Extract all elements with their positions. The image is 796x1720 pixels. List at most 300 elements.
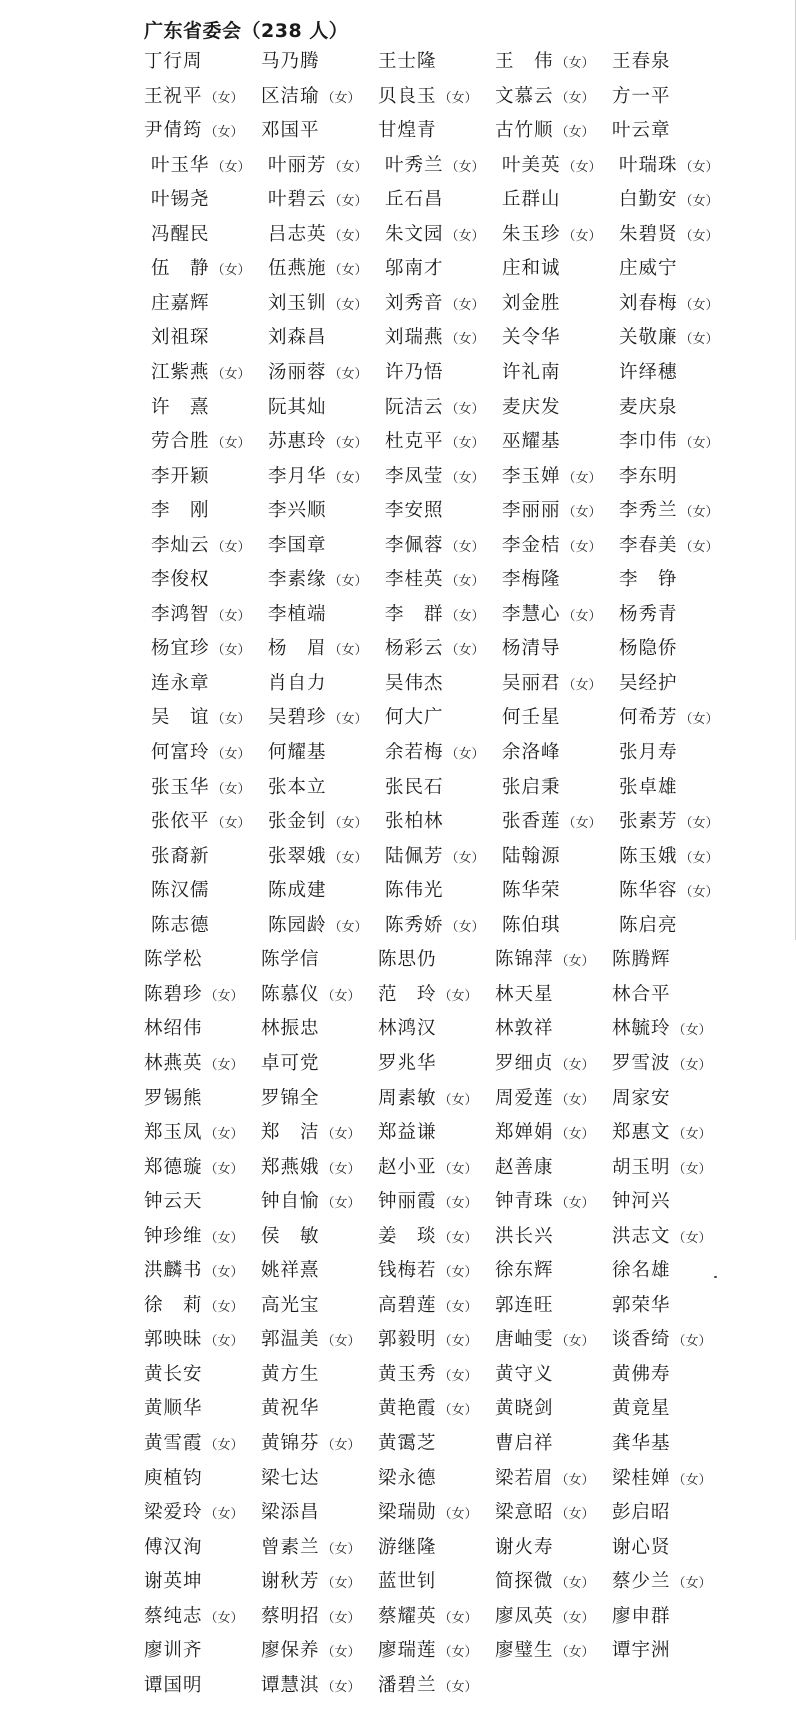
member-name-text: 赵小亚 bbox=[378, 1157, 437, 1178]
member-name-text: 张翠娥 bbox=[268, 846, 327, 867]
female-mark: （女） bbox=[204, 1231, 244, 1246]
female-mark: （女） bbox=[555, 56, 595, 71]
member-name: 冯醒民 bbox=[151, 224, 210, 245]
member-name bbox=[385, 428, 485, 458]
female-mark: （女） bbox=[328, 643, 368, 658]
member-name: 谭国明 bbox=[144, 1675, 203, 1696]
member-name: 罗锦全 bbox=[261, 1088, 320, 1109]
member-name bbox=[144, 1430, 244, 1460]
member-name: 郭荣华 bbox=[612, 1295, 671, 1316]
member-name bbox=[385, 739, 485, 769]
member-name-text: 陈秀娇 bbox=[385, 915, 444, 936]
member-name: 许绎穗 bbox=[619, 362, 678, 383]
member-name: 陈学信 bbox=[261, 949, 320, 970]
member-name bbox=[144, 981, 244, 1011]
member-name-text: 刘春梅 bbox=[619, 293, 678, 314]
member-name: 梁添昌 bbox=[261, 1502, 320, 1523]
member-name-text: 钱梅若 bbox=[378, 1260, 437, 1281]
member-name: 叶锡尧 bbox=[151, 189, 210, 210]
member-name-text: 陆佩芳 bbox=[385, 846, 444, 867]
member-name-text: 李玉婵 bbox=[502, 466, 561, 487]
member-name bbox=[378, 1672, 478, 1702]
female-mark: （女） bbox=[555, 1196, 595, 1211]
female-mark: （女） bbox=[438, 91, 478, 106]
female-mark: （女） bbox=[445, 160, 485, 175]
female-mark: （女） bbox=[328, 816, 368, 831]
member-name-text: 谈香绮 bbox=[612, 1329, 671, 1350]
female-mark: （女） bbox=[204, 989, 244, 1004]
member-name: 卓可党 bbox=[261, 1053, 320, 1074]
member-name-text: 范 玲 bbox=[378, 984, 437, 1005]
female-mark: （女） bbox=[672, 1023, 712, 1038]
member-name-text: 洪麟书 bbox=[144, 1260, 203, 1281]
member-name-text: 谢秋芳 bbox=[261, 1571, 320, 1592]
member-name bbox=[502, 152, 602, 182]
female-mark: （女） bbox=[438, 1369, 478, 1384]
female-mark: （女） bbox=[211, 643, 251, 658]
member-name bbox=[495, 1119, 595, 1149]
member-name-text: 张金钊 bbox=[268, 811, 327, 832]
member-name bbox=[495, 946, 595, 976]
member-name bbox=[151, 704, 251, 734]
member-name-text: 罗雪波 bbox=[612, 1053, 671, 1074]
member-name-text: 古竹顺 bbox=[495, 120, 554, 141]
member-name bbox=[619, 290, 719, 320]
female-mark: （女） bbox=[679, 298, 719, 313]
female-mark: （女） bbox=[679, 885, 719, 900]
member-name bbox=[385, 463, 485, 493]
member-name: 梁七达 bbox=[261, 1468, 320, 1489]
member-name-text: 杨 眉 bbox=[268, 638, 327, 659]
member-name bbox=[495, 1326, 595, 1356]
member-name bbox=[385, 635, 485, 665]
member-name-text: 叶秀兰 bbox=[385, 155, 444, 176]
member-name: 谭宇洲 bbox=[612, 1640, 671, 1661]
member-name: 余洛峰 bbox=[502, 742, 561, 763]
female-mark: （女） bbox=[438, 1611, 478, 1626]
female-mark: （女） bbox=[438, 1300, 478, 1315]
member-name-text: 李丽丽 bbox=[502, 500, 561, 521]
female-mark: （女） bbox=[204, 1127, 244, 1142]
member-name bbox=[268, 912, 368, 942]
member-name: 李国章 bbox=[268, 535, 327, 556]
member-name-text: 王祝平 bbox=[144, 86, 203, 107]
member-name-text: 唐岫雯 bbox=[495, 1329, 554, 1350]
member-name-text: 郭毅明 bbox=[378, 1329, 437, 1350]
member-name bbox=[378, 1499, 478, 1529]
member-name-text: 王 伟 bbox=[495, 51, 554, 72]
female-mark: （女） bbox=[679, 332, 719, 347]
female-mark: （女） bbox=[438, 1196, 478, 1211]
member-name bbox=[144, 1050, 244, 1080]
member-name-text: 吴碧珍 bbox=[268, 707, 327, 728]
member-name: 张民石 bbox=[385, 777, 444, 798]
member-name-text: 罗细贞 bbox=[495, 1053, 554, 1074]
member-name: 李 刚 bbox=[151, 500, 210, 521]
member-name: 黄佛寿 bbox=[612, 1364, 671, 1385]
member-name-text: 李金桔 bbox=[502, 535, 561, 556]
member-name bbox=[502, 497, 602, 527]
member-name-text: 洪志文 bbox=[612, 1226, 671, 1247]
member-name bbox=[261, 1534, 361, 1564]
member-name: 刘森昌 bbox=[268, 327, 327, 348]
committee-heading: 广东省委会（238 人） bbox=[144, 20, 349, 42]
member-name bbox=[261, 1154, 361, 1184]
member-name-text: 李春美 bbox=[619, 535, 678, 556]
member-name bbox=[144, 1603, 244, 1633]
member-name-text: 李秀兰 bbox=[619, 500, 678, 521]
member-name: 何耀基 bbox=[268, 742, 327, 763]
member-name bbox=[268, 566, 368, 596]
female-mark: （女） bbox=[321, 1576, 361, 1591]
member-name-text: 刘秀音 bbox=[385, 293, 444, 314]
female-mark: （女） bbox=[211, 712, 251, 727]
member-name: 郑益谦 bbox=[378, 1122, 437, 1143]
member-name bbox=[619, 843, 719, 873]
female-mark: （女） bbox=[555, 1093, 595, 1108]
member-name bbox=[619, 704, 719, 734]
female-mark: （女） bbox=[204, 1507, 244, 1522]
female-mark: （女） bbox=[445, 920, 485, 935]
female-mark: （女） bbox=[211, 263, 251, 278]
member-name: 高光宝 bbox=[261, 1295, 320, 1316]
female-mark: （女） bbox=[679, 436, 719, 451]
member-name-text: 周素敏 bbox=[378, 1088, 437, 1109]
member-name: 游继隆 bbox=[378, 1537, 437, 1558]
member-name-text: 劳合胜 bbox=[151, 431, 210, 452]
member-name bbox=[619, 877, 719, 907]
member-name bbox=[612, 1465, 712, 1495]
female-mark: （女） bbox=[204, 1058, 244, 1073]
female-mark: （女） bbox=[438, 1162, 478, 1177]
member-name: 徐名雄 bbox=[612, 1260, 671, 1281]
member-name-text: 梁瑞勋 bbox=[378, 1502, 437, 1523]
member-name bbox=[144, 1257, 244, 1287]
member-name bbox=[619, 428, 719, 458]
member-name bbox=[378, 1257, 478, 1287]
member-name: 张本立 bbox=[268, 777, 327, 798]
member-name-text: 钟丽霞 bbox=[378, 1191, 437, 1212]
member-name-text: 廖瑞莲 bbox=[378, 1640, 437, 1661]
member-name: 侯 敏 bbox=[261, 1226, 320, 1247]
member-name: 黄顺华 bbox=[144, 1398, 203, 1419]
member-name bbox=[261, 981, 361, 1011]
member-name: 黄长安 bbox=[144, 1364, 203, 1385]
female-mark: （女） bbox=[328, 367, 368, 382]
member-name-text: 徐 莉 bbox=[144, 1295, 203, 1316]
member-name: 陈志德 bbox=[151, 915, 210, 936]
member-name: 张启秉 bbox=[502, 777, 561, 798]
member-name bbox=[385, 532, 485, 562]
female-mark: （女） bbox=[562, 229, 602, 244]
member-name-text: 李 群 bbox=[385, 604, 444, 625]
member-name bbox=[495, 1465, 595, 1495]
member-name-text: 阮洁云 bbox=[385, 397, 444, 418]
female-mark: （女） bbox=[555, 1645, 595, 1660]
member-name-text: 林燕英 bbox=[144, 1053, 203, 1074]
member-name bbox=[151, 808, 251, 838]
member-name: 曹启祥 bbox=[495, 1433, 554, 1454]
member-name: 黄霭芝 bbox=[378, 1433, 437, 1454]
member-name: 林振忠 bbox=[261, 1018, 320, 1039]
female-mark: （女） bbox=[211, 747, 251, 762]
female-mark: （女） bbox=[321, 1542, 361, 1557]
member-name-text: 陈碧珍 bbox=[144, 984, 203, 1005]
member-name bbox=[385, 394, 485, 424]
female-mark: （女） bbox=[562, 678, 602, 693]
member-name: 龚华基 bbox=[612, 1433, 671, 1454]
member-name: 李梅隆 bbox=[502, 569, 561, 590]
female-mark: （女） bbox=[445, 574, 485, 589]
member-name: 叶云章 bbox=[612, 120, 671, 141]
female-mark: （女） bbox=[204, 1334, 244, 1349]
member-name-text: 刘瑞燕 bbox=[385, 327, 444, 348]
member-name: 杨秀青 bbox=[619, 604, 678, 625]
member-name bbox=[385, 601, 485, 631]
member-name: 黄祝华 bbox=[261, 1398, 320, 1419]
member-name: 黄晓剑 bbox=[495, 1398, 554, 1419]
member-name-text: 李灿云 bbox=[151, 535, 210, 556]
member-name-text: 钟青珠 bbox=[495, 1191, 554, 1212]
member-name-text: 文慕云 bbox=[495, 86, 554, 107]
female-mark: （女） bbox=[211, 436, 251, 451]
female-mark: （女） bbox=[438, 1403, 478, 1418]
member-name: 张裔新 bbox=[151, 846, 210, 867]
member-name: 陈华荣 bbox=[502, 880, 561, 901]
member-name bbox=[612, 1154, 712, 1184]
member-name-text: 李凤莹 bbox=[385, 466, 444, 487]
member-name bbox=[268, 808, 368, 838]
member-name bbox=[502, 463, 602, 493]
female-mark: （女） bbox=[562, 540, 602, 555]
female-mark: （女） bbox=[438, 1507, 478, 1522]
member-name-text: 郑惠文 bbox=[612, 1122, 671, 1143]
member-name: 黄竟星 bbox=[612, 1398, 671, 1419]
member-name bbox=[144, 1119, 244, 1149]
member-name-text: 朱文园 bbox=[385, 224, 444, 245]
member-name bbox=[261, 1119, 361, 1149]
female-mark: （女） bbox=[328, 574, 368, 589]
member-name bbox=[151, 635, 251, 665]
member-name: 邬南才 bbox=[385, 258, 444, 279]
member-name: 方一平 bbox=[612, 86, 671, 107]
female-mark: （女） bbox=[204, 1300, 244, 1315]
member-name bbox=[495, 83, 595, 113]
member-name-text: 伍 静 bbox=[151, 258, 210, 279]
member-name-text: 郑 洁 bbox=[261, 1122, 320, 1143]
member-name-text: 蔡明招 bbox=[261, 1606, 320, 1627]
member-name: 陈启亮 bbox=[619, 915, 678, 936]
member-name: 丘群山 bbox=[502, 189, 561, 210]
member-name-text: 叶碧云 bbox=[268, 189, 327, 210]
member-name bbox=[261, 1326, 361, 1356]
member-name-text: 谭慧淇 bbox=[261, 1675, 320, 1696]
member-name-text: 姜 琰 bbox=[378, 1226, 437, 1247]
member-name-text: 周爱莲 bbox=[495, 1088, 554, 1109]
member-name bbox=[495, 1568, 595, 1598]
female-mark: （女） bbox=[555, 1507, 595, 1522]
member-name: 甘煌青 bbox=[378, 120, 437, 141]
member-name: 林天星 bbox=[495, 984, 554, 1005]
female-mark: （女） bbox=[555, 1473, 595, 1488]
member-name: 许礼南 bbox=[502, 362, 561, 383]
female-mark: （女） bbox=[211, 160, 251, 175]
member-name bbox=[385, 843, 485, 873]
female-mark: （女） bbox=[328, 160, 368, 175]
member-name bbox=[378, 1085, 478, 1115]
female-mark: （女） bbox=[438, 1334, 478, 1349]
member-name-text: 蔡少兰 bbox=[612, 1571, 671, 1592]
member-name: 李兴顺 bbox=[268, 500, 327, 521]
member-name-text: 郑婵娟 bbox=[495, 1122, 554, 1143]
member-name: 徐东辉 bbox=[495, 1260, 554, 1281]
member-name-text: 曾素兰 bbox=[261, 1537, 320, 1558]
member-name bbox=[261, 1188, 361, 1218]
member-name bbox=[378, 1326, 478, 1356]
member-name bbox=[378, 83, 478, 113]
member-name-text: 梁意昭 bbox=[495, 1502, 554, 1523]
member-name: 庄威宁 bbox=[619, 258, 678, 279]
member-name: 张卓雄 bbox=[619, 777, 678, 798]
member-name-text: 陈玉娥 bbox=[619, 846, 678, 867]
female-mark: （女） bbox=[211, 816, 251, 831]
member-name bbox=[268, 290, 368, 320]
female-mark: （女） bbox=[328, 298, 368, 313]
female-mark: （女） bbox=[672, 1576, 712, 1591]
member-name bbox=[144, 83, 244, 113]
member-name bbox=[151, 774, 251, 804]
member-name bbox=[619, 532, 719, 562]
member-name bbox=[268, 359, 368, 389]
member-name: 许 熹 bbox=[151, 397, 210, 418]
female-mark: （女） bbox=[672, 1162, 712, 1177]
female-mark: （女） bbox=[438, 989, 478, 1004]
member-name bbox=[378, 1223, 478, 1253]
female-mark: （女） bbox=[438, 1231, 478, 1246]
member-name-text: 张香莲 bbox=[502, 811, 561, 832]
member-name bbox=[495, 1188, 595, 1218]
member-name-text: 李巾伟 bbox=[619, 431, 678, 452]
female-mark: （女） bbox=[445, 298, 485, 313]
member-name-text: 李素缘 bbox=[268, 569, 327, 590]
member-name-text: 陈华容 bbox=[619, 880, 678, 901]
member-name: 丁行周 bbox=[144, 51, 203, 72]
member-name-text: 叶美英 bbox=[502, 155, 561, 176]
member-name-text: 钟珍维 bbox=[144, 1226, 203, 1247]
female-mark: （女） bbox=[204, 1265, 244, 1280]
member-name-text: 黄锦芬 bbox=[261, 1433, 320, 1454]
member-name-text: 陈园龄 bbox=[268, 915, 327, 936]
member-name bbox=[612, 1223, 712, 1253]
member-name-text: 尹倩筠 bbox=[144, 120, 203, 141]
member-name-text: 李鸿智 bbox=[151, 604, 210, 625]
female-mark: （女） bbox=[438, 1680, 478, 1695]
female-mark: （女） bbox=[204, 91, 244, 106]
member-name: 何大广 bbox=[385, 707, 444, 728]
member-name: 廖训齐 bbox=[144, 1640, 203, 1661]
member-name: 陈学松 bbox=[144, 949, 203, 970]
member-name-text: 李桂英 bbox=[385, 569, 444, 590]
member-name: 阮其灿 bbox=[268, 397, 327, 418]
female-mark: （女） bbox=[328, 920, 368, 935]
member-name: 陈伟光 bbox=[385, 880, 444, 901]
member-name-text: 杨宜珍 bbox=[151, 638, 210, 659]
member-name: 李安照 bbox=[385, 500, 444, 521]
member-name: 谢火寿 bbox=[495, 1537, 554, 1558]
member-name: 杨清导 bbox=[502, 638, 561, 659]
member-name-text: 郭温美 bbox=[261, 1329, 320, 1350]
member-name bbox=[612, 1119, 712, 1149]
member-name-text: 叶玉华 bbox=[151, 155, 210, 176]
member-name-text: 区洁瑜 bbox=[261, 86, 320, 107]
member-name bbox=[151, 152, 251, 182]
member-name bbox=[495, 117, 595, 147]
female-mark: （女） bbox=[555, 125, 595, 140]
member-name-text: 钟自愉 bbox=[261, 1191, 320, 1212]
member-name-text: 李月华 bbox=[268, 466, 327, 487]
member-name: 谢英坤 bbox=[144, 1571, 203, 1592]
member-name-text: 吕志英 bbox=[268, 224, 327, 245]
member-name bbox=[619, 808, 719, 838]
member-name: 黄守义 bbox=[495, 1364, 554, 1385]
member-name: 蓝世钊 bbox=[378, 1571, 437, 1592]
member-name bbox=[385, 290, 485, 320]
member-name: 廖申群 bbox=[612, 1606, 671, 1627]
member-name bbox=[378, 1395, 478, 1425]
member-name: 吴经护 bbox=[619, 673, 678, 694]
female-mark: （女） bbox=[328, 263, 368, 278]
female-mark: （女） bbox=[672, 1127, 712, 1142]
member-name: 吴伟杰 bbox=[385, 673, 444, 694]
member-name bbox=[151, 532, 251, 562]
member-name: 罗锡熊 bbox=[144, 1088, 203, 1109]
member-name bbox=[495, 1603, 595, 1633]
member-name: 陆翰源 bbox=[502, 846, 561, 867]
female-mark: （女） bbox=[555, 1058, 595, 1073]
female-mark: （女） bbox=[445, 471, 485, 486]
member-name: 赵善康 bbox=[495, 1157, 554, 1178]
member-name: 麦庆泉 bbox=[619, 397, 678, 418]
member-name-text: 苏惠玲 bbox=[268, 431, 327, 452]
member-name bbox=[261, 1603, 361, 1633]
member-name-text: 朱玉珍 bbox=[502, 224, 561, 245]
member-name bbox=[261, 83, 361, 113]
member-name-text: 余若梅 bbox=[385, 742, 444, 763]
member-name-text: 叶丽芳 bbox=[268, 155, 327, 176]
member-name bbox=[385, 912, 485, 942]
member-name: 王士隆 bbox=[378, 51, 437, 72]
female-mark: （女） bbox=[211, 540, 251, 555]
female-mark: （女） bbox=[321, 91, 361, 106]
female-mark: （女） bbox=[438, 1645, 478, 1660]
member-name bbox=[144, 1326, 244, 1356]
female-mark: （女） bbox=[204, 1611, 244, 1626]
member-name: 王春泉 bbox=[612, 51, 671, 72]
member-name: 肖自力 bbox=[268, 673, 327, 694]
member-name-text: 叶瑞珠 bbox=[619, 155, 678, 176]
member-name: 陈思仍 bbox=[378, 949, 437, 970]
female-mark: （女） bbox=[555, 1576, 595, 1591]
member-name-text: 陈锦萍 bbox=[495, 949, 554, 970]
member-name: 黄方生 bbox=[261, 1364, 320, 1385]
member-name bbox=[502, 808, 602, 838]
member-name bbox=[612, 1326, 712, 1356]
member-name: 刘金胜 bbox=[502, 293, 561, 314]
member-name: 姚祥熹 bbox=[261, 1260, 320, 1281]
member-name bbox=[268, 428, 368, 458]
female-mark: （女） bbox=[679, 229, 719, 244]
member-name bbox=[268, 152, 368, 182]
